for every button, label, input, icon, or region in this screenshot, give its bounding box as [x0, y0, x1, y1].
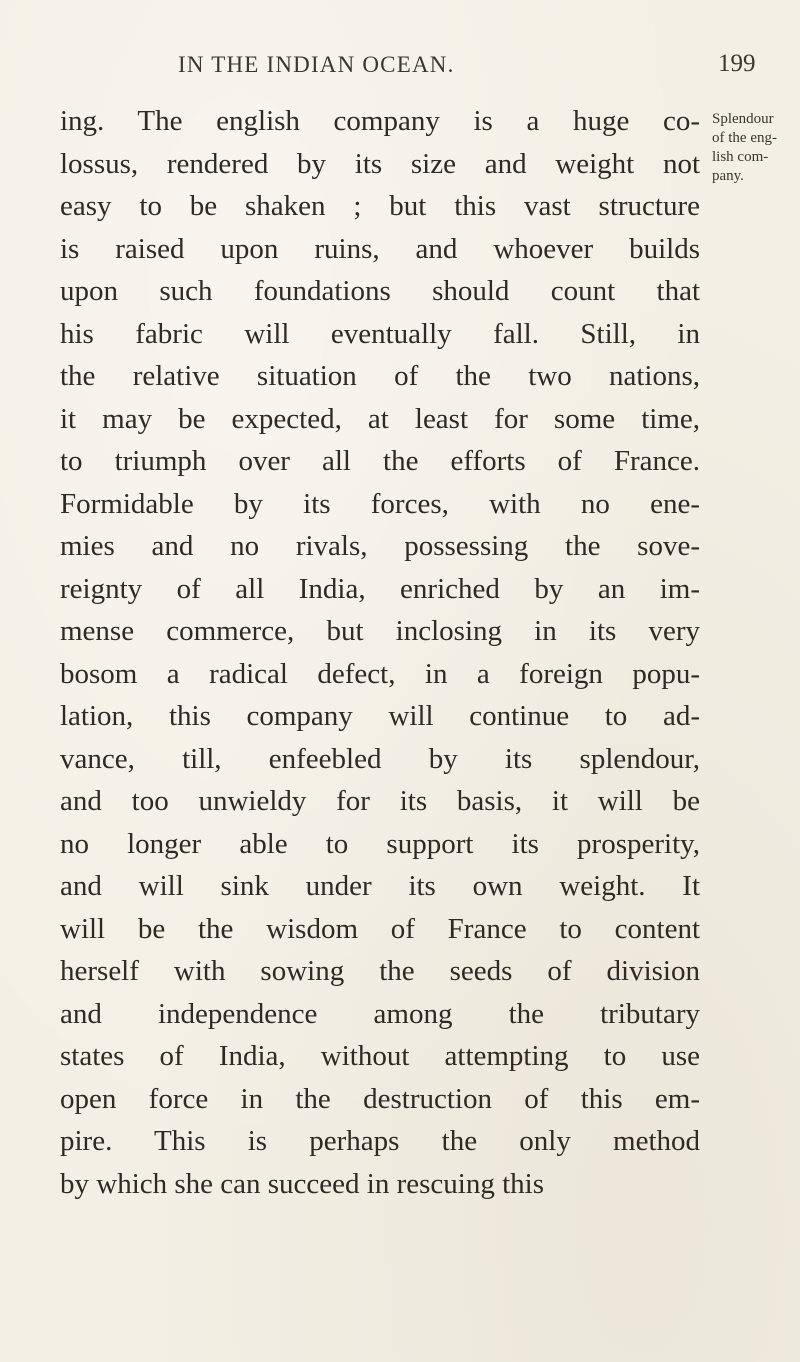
text-line: by which she can succeed in rescuing this [60, 1167, 544, 1200]
text-line: to triumph over all the efforts of France. [60, 445, 700, 477]
text-line: upon such foundations should count that [60, 275, 700, 307]
text-line: his fabric will eventually fall. Still, in [60, 317, 700, 350]
text-line: lossus, rendered by its size and weight not [60, 147, 700, 180]
text-line: easy to be shaken ; but this vast structure [60, 190, 700, 222]
text-line: is raised upon ruins, and whoever builds [60, 232, 700, 265]
text-line: states of India, without attempting to use [60, 1040, 700, 1072]
text-line: vance, till, enfeebled by its splendour, [60, 742, 700, 775]
text-line: open force in the destruction of this em- [60, 1082, 700, 1115]
text-line: and independence among the tributary [60, 997, 700, 1030]
running-title: IN THE INDIAN OCEAN. [178, 52, 455, 77]
text-line: and will sink under its own weight. It [60, 870, 700, 902]
marginal-note-line: Splendour [712, 111, 774, 127]
text-line: reignty of all India, enriched by an im- [60, 572, 700, 605]
text-line: pire. This is perhaps the only method [60, 1125, 700, 1157]
text-line: ing. The english company is a huge co- [60, 105, 700, 137]
page-number: 199 [718, 50, 756, 77]
text-line: bosom a radical defect, in a foreign popu- [60, 657, 700, 690]
text-line: it may be expected, at least for some time, [60, 402, 700, 435]
text-line: mense commerce, but inclosing in its very [60, 615, 700, 647]
marginal-note-line: of the eng- [712, 130, 777, 146]
text-line: lation, this company will continue to ad- [60, 700, 700, 732]
text-line: and too unwieldy for its basis, it will be [60, 785, 700, 817]
text-line: mies and no rivals, possessing the sove- [60, 530, 700, 562]
text-line: herself with sowing the seeds of division [60, 955, 700, 987]
marginal-note-line: pany. [712, 168, 744, 184]
marginal-note-line: lish com- [712, 149, 769, 165]
body-text [60, 100, 700, 1205]
text-line: Formidable by its forces, with no ene- [60, 487, 700, 520]
text-line: will be the wisdom of France to content [60, 912, 700, 945]
marginal-note [712, 110, 796, 186]
text-line: no longer able to support its prosperity, [60, 827, 700, 860]
text-line: the relative situation of the two nations, [60, 360, 700, 392]
